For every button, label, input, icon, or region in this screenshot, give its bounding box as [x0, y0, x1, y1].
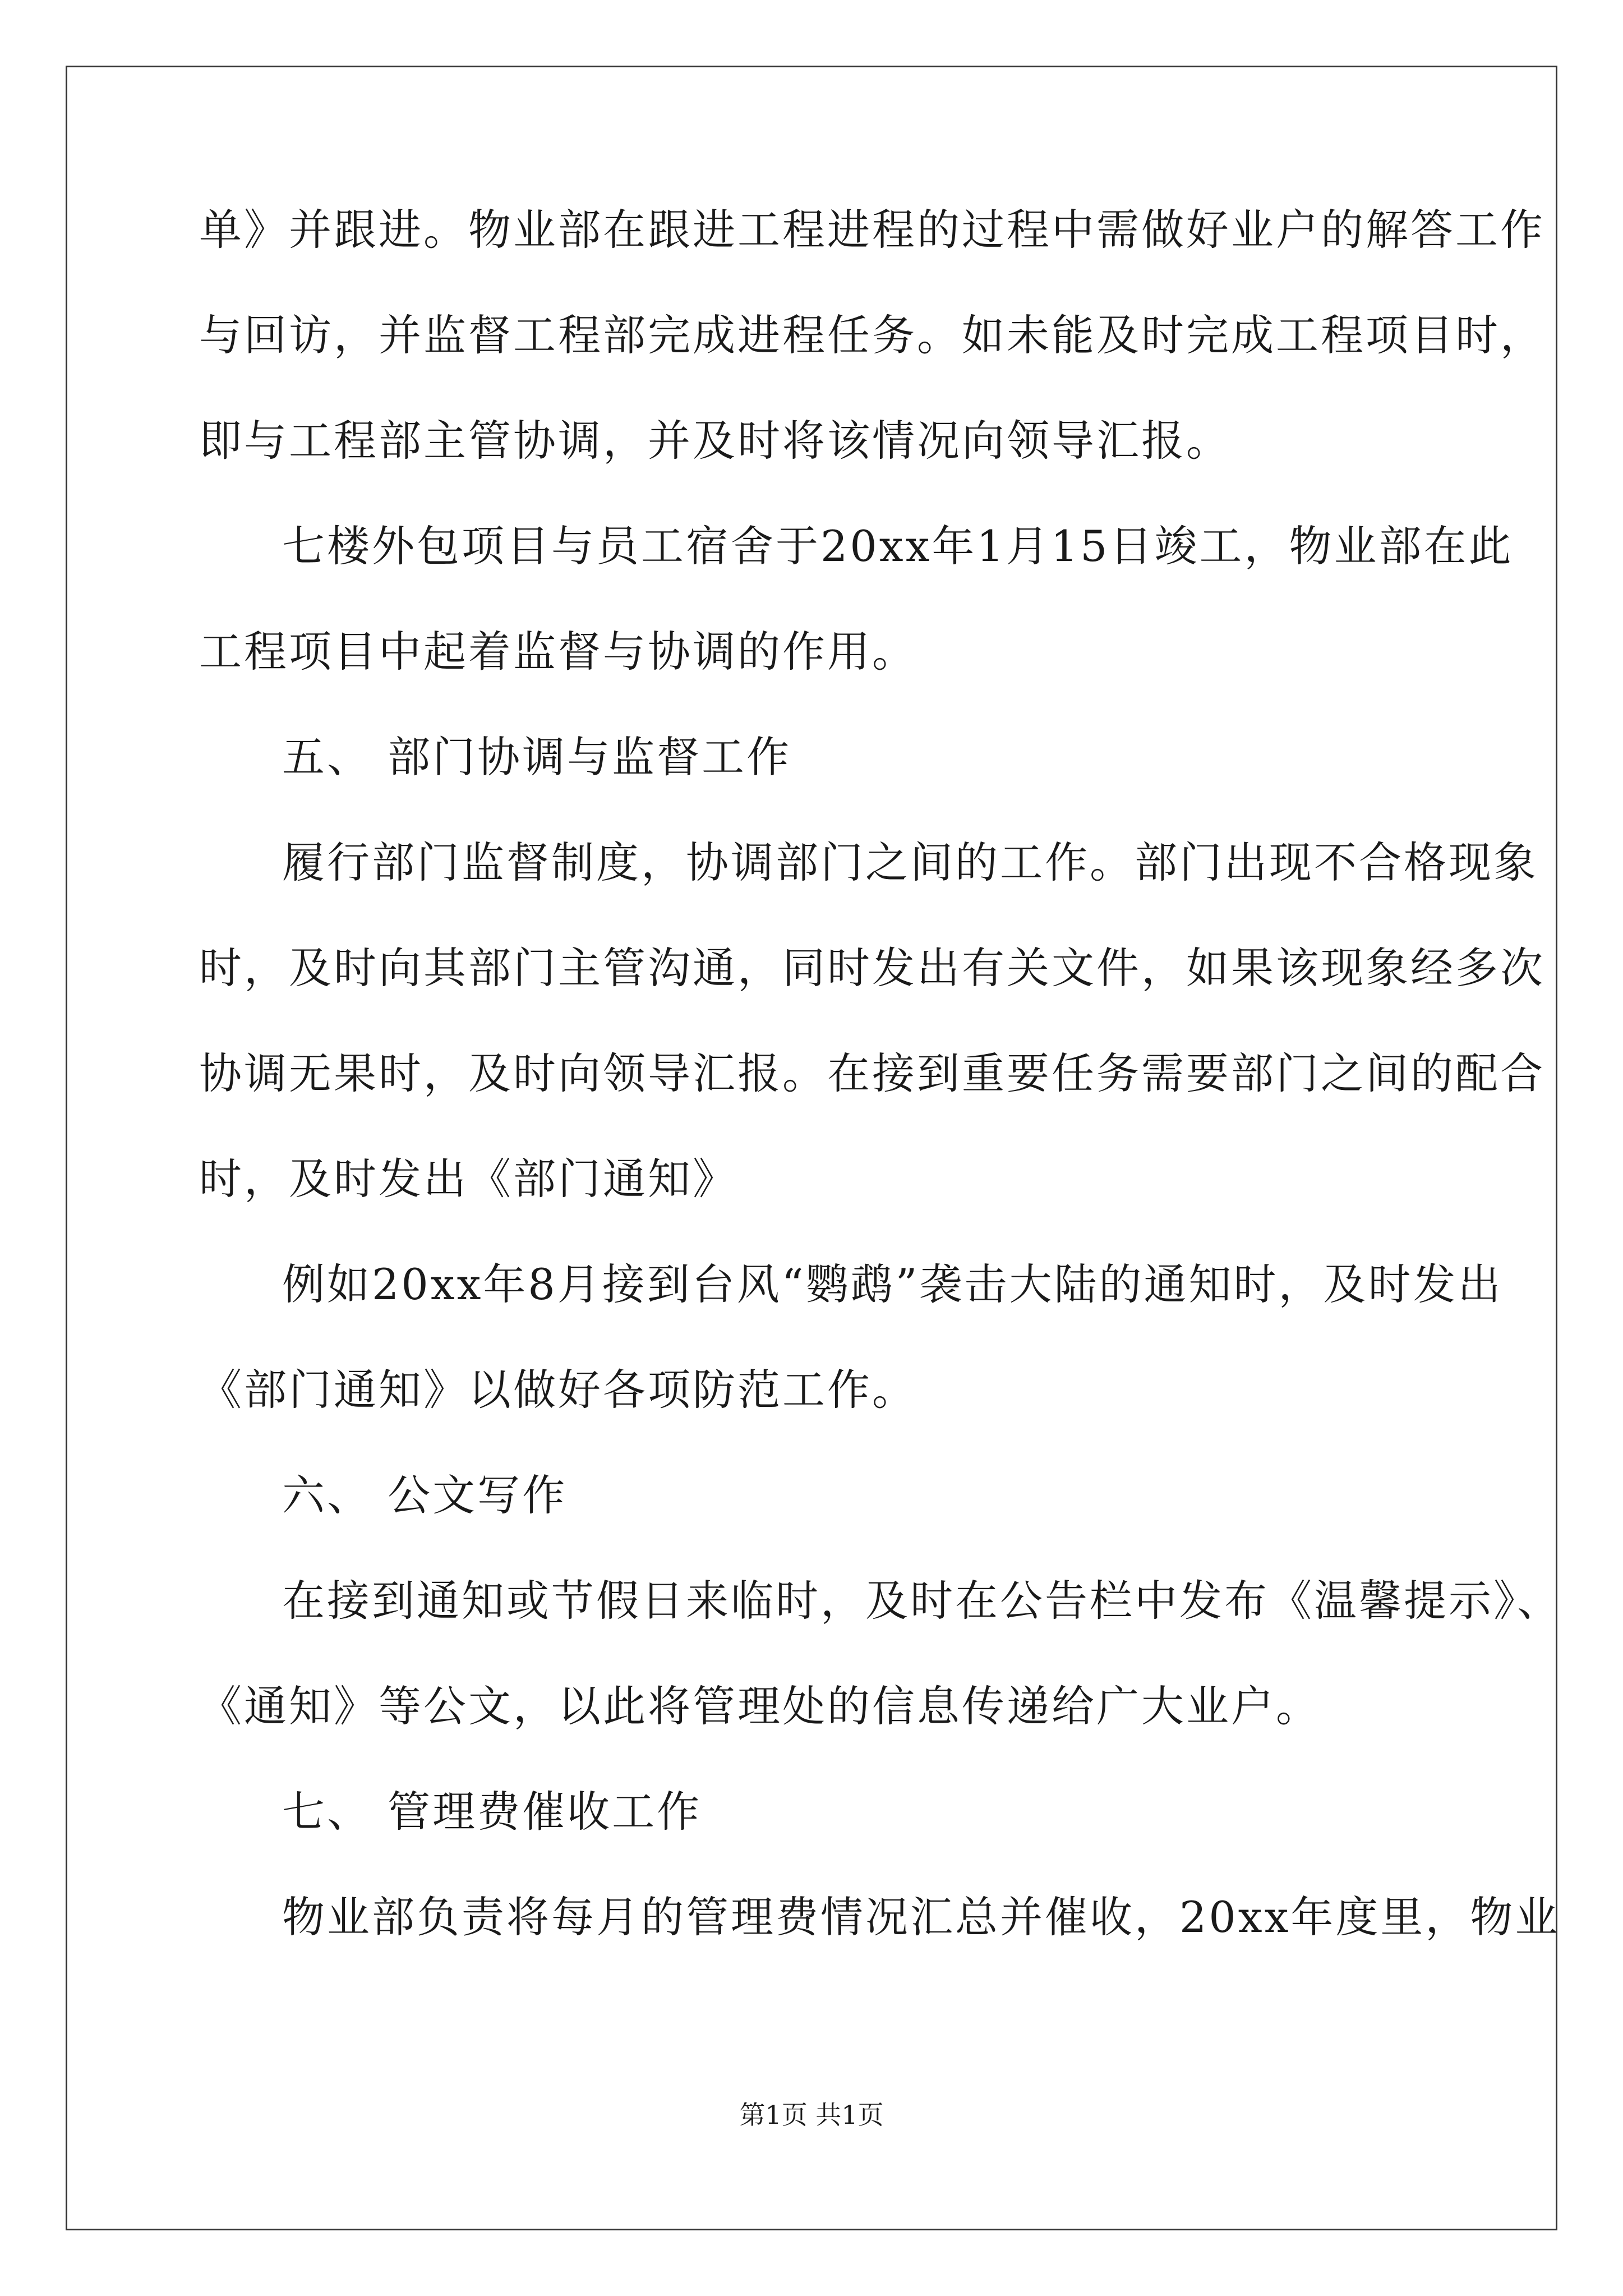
paragraph-line: 时，及时向其部门主管沟通，同时发出有关文件，如果该现象经多次 — [199, 943, 1545, 993]
paragraph-line: 与回访，并监督工程部完成进程任务。如未能及时完成工程项目时， — [199, 310, 1545, 360]
section-heading: 七、 管理费催收工作 — [282, 1787, 702, 1837]
paragraph-line: 在接到通知或节假日来临时，及时在公告栏中发布《温馨提示》、 — [282, 1576, 1562, 1626]
paragraph-line: 时，及时发出《部门通知》 — [199, 1154, 737, 1204]
page-footer: 第1页 共1页 — [739, 2100, 884, 2130]
paragraph-line: 物业部负责将每月的管理费情况汇总并催收，20xx年度里，物业 — [282, 1892, 1560, 1942]
section-heading: 五、 部门协调与监督工作 — [282, 732, 792, 782]
paragraph-line: 工程项目中起着监督与协调的作用。 — [199, 627, 917, 677]
paragraph-line: 《部门通知》以做好各项防范工作。 — [199, 1365, 917, 1415]
paragraph-line: 履行部门监督制度，协调部门之间的工作。部门出现不合格现象 — [282, 838, 1538, 887]
paragraph-line: 即与工程部主管协调，并及时将该情况向领导汇报。 — [199, 416, 1231, 466]
section-heading: 六、 公文写作 — [282, 1470, 568, 1520]
paragraph-line: 七楼外包项目与员工宿舍于20xx年1月15日竣工，物业部在此 — [282, 521, 1514, 571]
paragraph-line: 单》并跟进。物业部在跟进工程进程的过程中需做好业户的解答工作 — [199, 205, 1545, 255]
paragraph-line: 例如20xx年8月接到台风“鹦鹉”袭击大陆的通知时，及时发出 — [282, 1259, 1503, 1309]
paragraph-line: 协调无果时，及时向领导汇报。在接到重要任务需要部门之间的配合 — [199, 1048, 1545, 1098]
paragraph-line: 《通知》等公文，以此将管理处的信息传递给广大业户。 — [199, 1681, 1321, 1731]
